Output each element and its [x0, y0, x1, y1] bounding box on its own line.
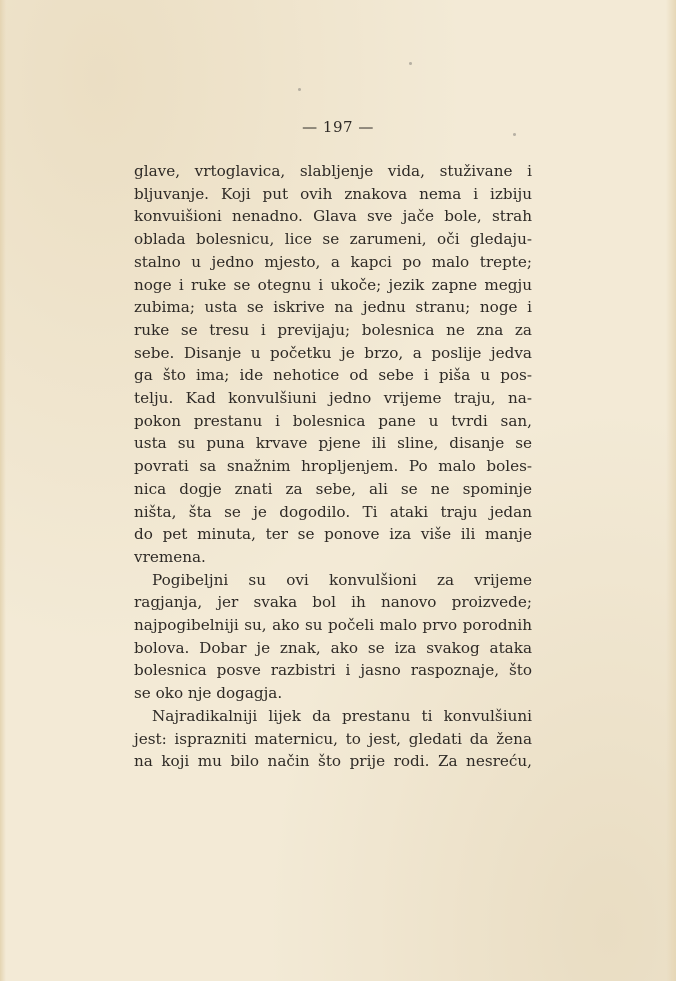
text-line: se oko nje dogagja. — [134, 684, 283, 703]
text-line: Najradikalniji lijek da prestanu ti konvulšiuni — [152, 706, 532, 725]
text-line: bolesnica posve razbistri i jasno raspoznaje, što — [134, 661, 532, 680]
text-line: na koji mu bilo način što prije rodi. Za nesreću, — [134, 752, 532, 771]
text-line: jest: isprazniti maternicu, to jest, gledati da žena — [134, 729, 532, 748]
text-line: stalno u jedno mjesto, a kapci po malo trepte; — [134, 252, 532, 271]
text-line: ragjanja, jer svaka bol ih nanovo proizvede; — [134, 593, 532, 612]
text-line: Pogibeljni su ovi konvulšioni za vrijeme — [152, 570, 532, 589]
text-line: ništa, šta se je dogodilo. Ti ataki traju jedan — [134, 502, 532, 521]
text-line: ga što ima; ide nehotice od sebe i piša u pos- — [134, 366, 532, 385]
text-line: vremena. — [134, 547, 206, 566]
text-line: bolova. Dobar je znak, ako se iza svakog ataka — [134, 638, 532, 657]
text-line: zubima; usta se iskrive na jednu stranu; noge i — [134, 298, 532, 317]
text-line: noge i ruke se otegnu i ukoče; jezik zapne megju — [134, 275, 532, 294]
paper-speck — [409, 62, 412, 65]
page-number: — 197 — — [302, 118, 374, 136]
text-line: najpogibelniji su, ako su počeli malo prvo porodnih — [134, 616, 532, 635]
text-line: usta su puna krvave pjene ili sline, disanje se — [134, 434, 532, 453]
body-text — [134, 160, 532, 773]
text-line: oblada bolesnicu, lice se zarumeni, oči gledaju- — [134, 230, 532, 249]
paper-speck — [298, 88, 301, 91]
text-line: do pet minuta, ter se ponove iza više ili manje — [134, 525, 532, 544]
text-line: ruke se tresu i previjaju; bolesnica ne zna za — [134, 320, 532, 339]
text-line: glave, vrtoglavica, slabljenje vida, stuživane i — [134, 162, 532, 180]
text-line: telju. Kad konvulšiuni jedno vrijeme traju, na- — [134, 389, 532, 408]
text-line: pokon prestanu i bolesnica pane u tvrdi san, — [134, 411, 532, 430]
page-edge-right — [666, 0, 676, 981]
text-line: konvuišioni nenadno. Glava sve jače bole, strah — [134, 207, 532, 226]
text-line: bljuvanje. Koji put ovih znakova nema i izbiju — [134, 184, 532, 203]
text-line: sebe. Disanje u početku je brzo, a poslije jedva — [134, 343, 532, 362]
text-line: nica dogje znati za sebe, ali se ne spominje — [134, 479, 532, 498]
text-line: povrati sa snažnim hropljenjem. Po malo boles- — [134, 457, 532, 476]
page-edge-left — [0, 0, 6, 981]
